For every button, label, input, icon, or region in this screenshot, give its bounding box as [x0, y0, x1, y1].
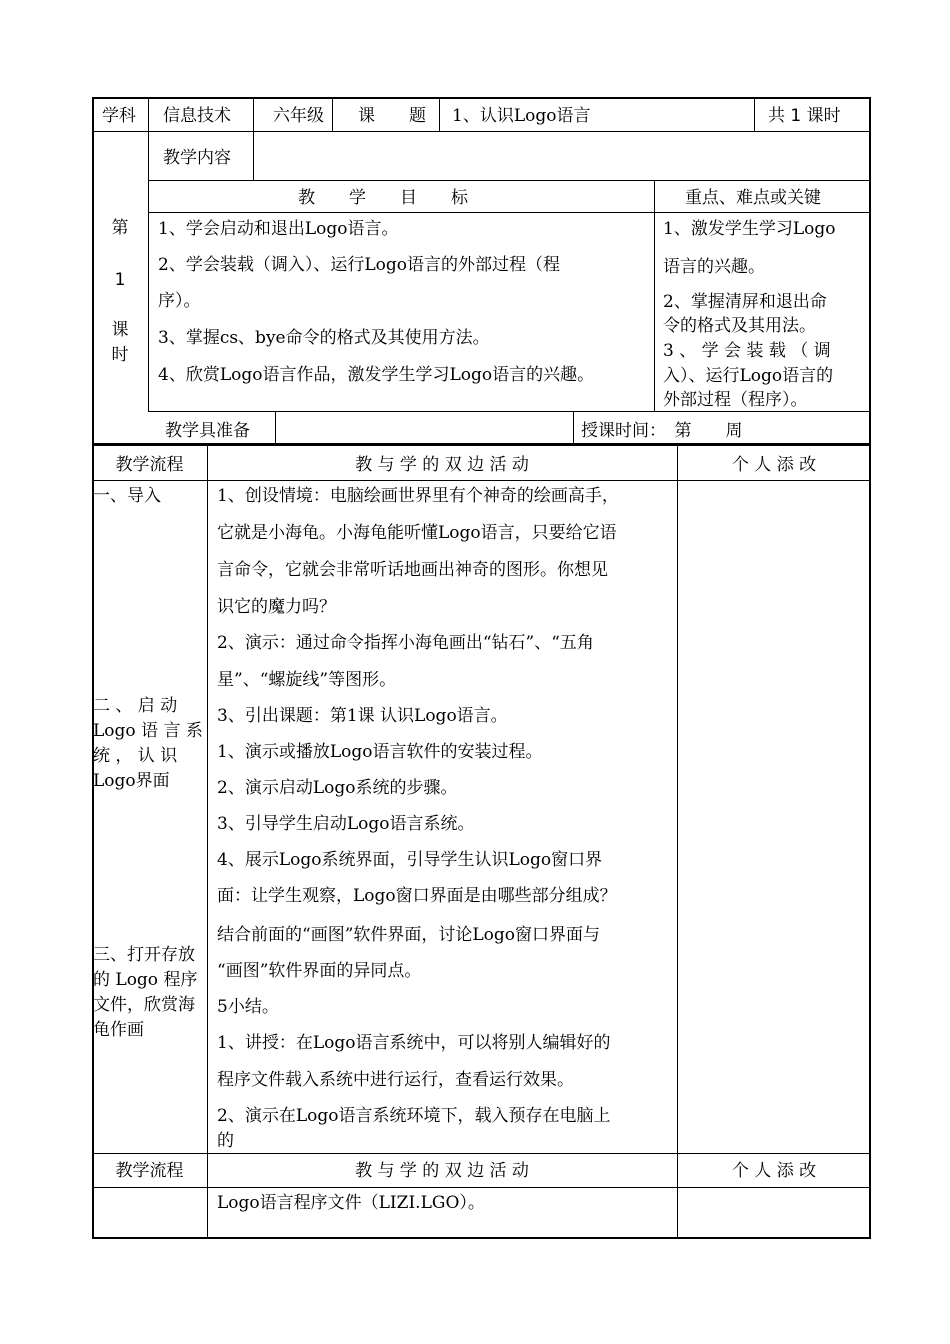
process-step-line: 文件，欣赏海 [93, 995, 195, 1015]
keypoint-line: 入）、运行Logo语言的 [663, 366, 834, 386]
objectives-header: 教 学 目 标 [298, 188, 468, 208]
activity-line: “画图”软件界面的异同点。 [217, 961, 422, 981]
objective-item: 序）。 [158, 291, 201, 311]
activity-line: 程序文件载入系统中进行运行，查看运行效果。 [217, 1070, 574, 1090]
flow-header-personal: 个 人 添 改 [731, 455, 817, 475]
activity-line: 5小结。 [217, 997, 279, 1017]
keypoint-line: 2、掌握清屏和退出命 [663, 292, 827, 312]
lesson-number-char-4: 时 [111, 345, 129, 365]
keypoint-line: 1、激发学生学习Logo [663, 219, 836, 239]
keypoint-line: 3 、 学 会 装 载 （ 调 [663, 341, 831, 361]
process-step-line: 二 、 启 动 [93, 696, 178, 716]
activity-line: 星”、“螺旋线”等图形。 [217, 670, 397, 690]
process-step-line: 的 Logo 程序 [93, 970, 198, 990]
class-time-label: 授课时间： 第 周 [581, 421, 743, 441]
flow-header-process: 教学流程 [115, 455, 184, 475]
process-step-line: Logo 语 言 系 [93, 721, 203, 741]
keypoint-line: 外部过程（程序）。 [663, 390, 808, 410]
objective-item: 2、学会装载（调入）、运行Logo语言的外部过程（程 [158, 255, 560, 275]
objective-item: 4、欣赏Logo语言作品，激发学生学习Logo语言的兴趣。 [158, 365, 595, 385]
prep-label: 教学具准备 [165, 421, 250, 441]
subject-value: 信息技术 [163, 106, 231, 126]
flow-header-activity: 教 与 学 的 双 边 活 动 [355, 455, 529, 475]
lesson-number-char-3: 课 [111, 320, 129, 340]
flow-header2-process: 教学流程 [115, 1161, 184, 1181]
activity-line: 识它的魔力吗？ [217, 597, 336, 617]
flow-header2-activity: 教 与 学 的 双 边 活 动 [355, 1161, 529, 1181]
activity-line: 它就是小海龟。小海龟能听懂Logo语言，只要给它语 [217, 523, 617, 543]
activity-line: 结合前面的“画图”软件界面，讨论Logo窗口界面与 [217, 925, 601, 945]
activity-line: 的 [217, 1131, 234, 1151]
activity-line: 2、演示启动Logo系统的步骤。 [217, 778, 458, 798]
activity-line: 面：让学生观察，Logo窗口界面是由哪些部分组成？ [217, 886, 617, 906]
flow-header2-personal: 个 人 添 改 [731, 1161, 817, 1181]
activity-line: 1、演示或播放Logo语言软件的安装过程。 [217, 742, 543, 762]
content-label: 教学内容 [163, 148, 231, 168]
activity-line: 1、创设情境：电脑绘画世界里有个神奇的绘画高手， [217, 486, 619, 506]
lesson-number-char-2: 1 [114, 270, 126, 290]
activity-line: 3、引导学生启动Logo语言系统。 [217, 814, 475, 834]
process-step-line: Logo界面 [93, 771, 170, 791]
activity-line: 言命令，它就会非常听话地画出神奇的图形。你想见 [217, 560, 608, 580]
topic-label: 课 题 [358, 106, 426, 126]
objective-item: 1、学会启动和退出Logo语言。 [158, 219, 399, 239]
topic-value: 1、认识Logo语言 [452, 106, 591, 126]
process-step-intro: 一、导入 [93, 486, 161, 506]
continuation-line: Logo语言程序文件（LIZI.LGO）。 [217, 1193, 485, 1213]
subject-label: 学科 [102, 106, 136, 126]
lesson-number-char-1: 第 [111, 218, 129, 238]
total-hours: 共 1 课时 [768, 106, 841, 126]
grade-value: 六年级 [273, 106, 324, 126]
process-step-line: 龟作画 [93, 1020, 144, 1040]
process-step-line: 统 ， 认 识 [93, 746, 178, 766]
keypoint-line: 令的格式及其用法。 [663, 316, 816, 336]
activity-line: 2、演示在Logo语言系统环境下，载入预存在电脑上 [217, 1106, 611, 1126]
objective-item: 3、掌握cs、bye命令的格式及其使用方法。 [158, 328, 490, 348]
keypoints-header: 重点、难点或关键 [685, 188, 821, 208]
keypoint-line: 语言的兴趣。 [663, 257, 765, 277]
activity-line: 4、展示Logo系统界面，引导学生认识Logo窗口界 [217, 850, 603, 870]
activity-line: 2、演示：通过命令指挥小海龟画出“钻石”、“五角 [217, 633, 594, 653]
activity-line: 3、引出课题：第1课 认识Logo语言。 [217, 706, 508, 726]
activity-line: 1、讲授：在Logo语言系统中，可以将别人编辑好的 [217, 1033, 611, 1053]
process-step-line: 三、打开存放 [93, 945, 195, 965]
